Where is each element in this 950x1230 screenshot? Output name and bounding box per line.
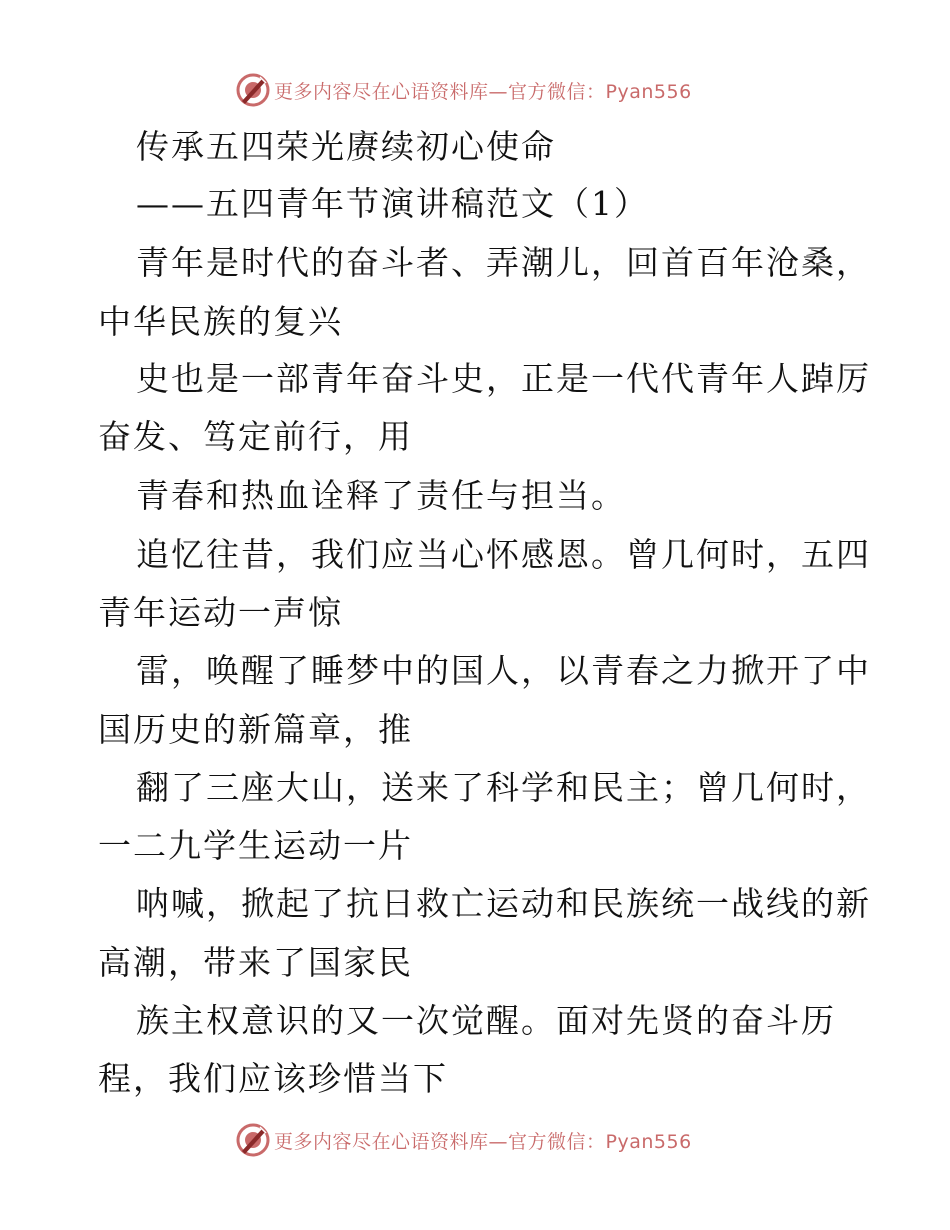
banner-wechat-id: Pyan556: [605, 1130, 692, 1153]
footer-banner: [236, 1122, 692, 1158]
paragraph-line: 族主权意识的又一次觉醒。面对先贤的奋斗历: [136, 1001, 836, 1040]
banner-wechat-label: 官方微信：: [508, 1130, 606, 1153]
paragraph-line: 呐喊，掀起了抗日救亡运动和民族统一战线的新: [136, 884, 871, 923]
paragraph-line: 国历史的新篇章，推: [98, 710, 413, 749]
paragraph-line: 追忆往昔，我们应当心怀感恩。曾几何时，五四: [136, 535, 871, 574]
banner-dash: —: [488, 80, 509, 103]
paragraph-line: 雷，唤醒了睡梦中的国人，以青春之力掀开了中: [136, 651, 871, 690]
paragraph-line: 史也是一部青年奋斗史，正是一代代青年人踔厉: [136, 359, 871, 398]
banner-text: [274, 77, 692, 104]
paragraph-line: 奋发、笃定前行，用: [98, 417, 413, 456]
quill-seal-icon: [236, 1123, 270, 1157]
paragraph-line: 青春和热血诠释了责任与担当。: [136, 476, 626, 515]
paragraph-line: 程，我们应该珍惜当下: [98, 1059, 448, 1098]
paragraph-line: 翻了三座大山，送来了科学和民主；曾几何时，: [136, 768, 871, 807]
banner-slogan: 更多内容尽在心语资料库: [274, 80, 489, 103]
banner-wechat-label: 官方微信：: [508, 80, 606, 103]
banner-slogan: 更多内容尽在心语资料库: [274, 1130, 489, 1153]
header-banner: [236, 72, 692, 108]
quill-seal-icon: [236, 73, 270, 107]
banner-dash: —: [488, 1130, 509, 1153]
banner-text: [274, 1127, 692, 1154]
banner-wechat-id: Pyan556: [605, 80, 692, 103]
document-title: 传承五四荣光赓续初心使命: [136, 127, 556, 166]
paragraph-line: 一二九学生运动一片: [98, 826, 413, 865]
paragraph-line: 青年运动一声惊: [98, 593, 343, 632]
document-subtitle: ——五四青年节演讲稿范文（1）: [136, 184, 649, 223]
paragraph-line: 高潮，带来了国家民: [98, 943, 413, 982]
paragraph-line: 青年是时代的奋斗者、弄潮儿，回首百年沧桑，: [136, 243, 871, 282]
paragraph-line: 中华民族的复兴: [98, 302, 343, 341]
